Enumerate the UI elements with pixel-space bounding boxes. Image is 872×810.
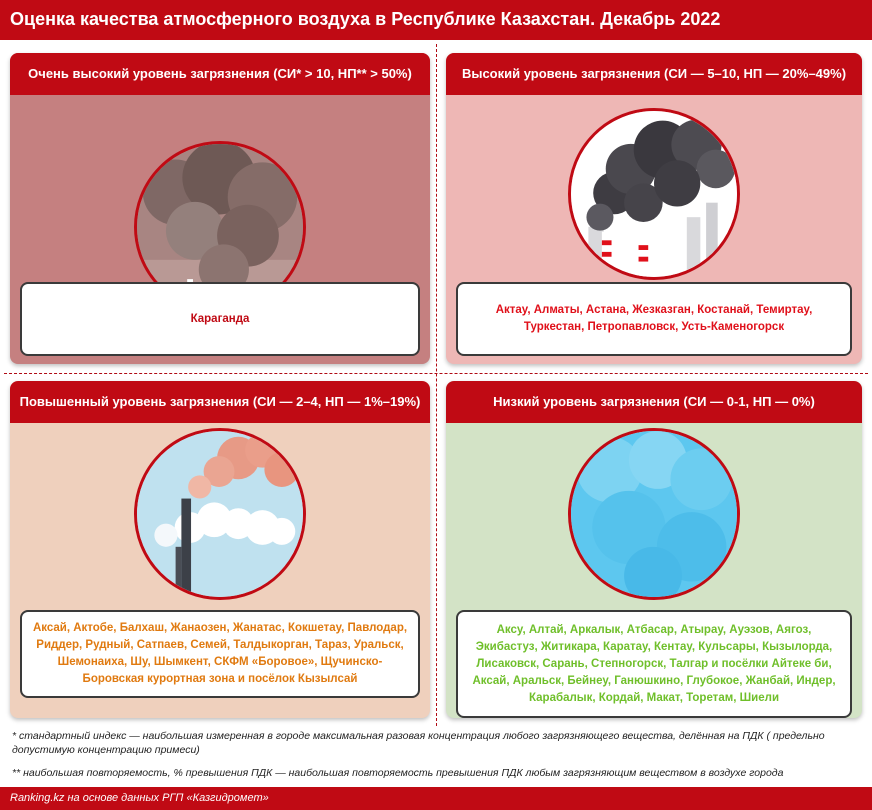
footnote-si: * стандартный индекс — наибольшая измеренная в городе максимальная разовая концентрация любого загрязняющего вещества, делённая на ПДК ( предельно допустимую концентрацию примеси) xyxy=(12,730,825,756)
title-bar xyxy=(0,0,872,40)
card-title: Повышенный уровень загрязнения (СИ — 2–4, НП — 1%–19%) xyxy=(10,381,430,423)
city-list: Актау, Алматы, Астана, Жезказган, Костанай, Темиртау, Туркестан, Петропавловск, Усть-Каменогорск xyxy=(495,304,813,333)
city-list-box xyxy=(456,610,852,718)
city-list: Аксу, Алтай, Аркалык, Атбасар, Атырау, Ауэзов, Аягоз, Экибастуз, Житикара, Каратау, Кентау, Кульсары, Кызылорда, Лисаковск, Сарань, Степногорск, Талгар и посёлки Айтеке би, Аксай, Аральск, Бейнеу, Ганюшкино, Глубокое, Жанбай, Индер, Карабалык, Кордай, Макат, Торетам, Шиели xyxy=(472,623,836,704)
card-very-high xyxy=(10,53,430,364)
source-text: Ranking.kz на основе данных РГП «Казгидромет» xyxy=(10,792,269,804)
vertical-divider xyxy=(436,44,437,726)
card-high xyxy=(446,53,862,364)
card-elevated xyxy=(10,381,430,718)
city-list: Аксай, Актобе, Балхаш, Жанаозен, Жанатас, Кокшетау, Павлодар, Риддер, Рудный, Сатпаев, Семей, Талдыкорган, Тараз, Уральск, Шемонаиха, Шу, Шымкент, СКФМ «Боровое», Щучинско-Боровская курортная зона и посёлок Кызылсай xyxy=(32,622,408,685)
card-title: Очень высокий уровень загрязнения (СИ* > 10, НП** > 50%) xyxy=(10,53,430,95)
city-list-box xyxy=(20,610,420,698)
source-bar xyxy=(0,787,872,810)
footnote-np: ** наибольшая повторяемость, % превышения ПДК — наибольшая повторяемость превышения ПДК любым загрязняющим веществом в воздухе города xyxy=(12,767,784,779)
factory-smoke-icon xyxy=(568,108,740,280)
horizontal-divider xyxy=(4,373,868,374)
card-title: Низкий уровень загрязнения (СИ — 0-1, НП — 0%) xyxy=(446,381,862,423)
light-smoke-icon xyxy=(134,428,306,600)
city-list-box xyxy=(20,282,420,356)
clear-sky-icon xyxy=(568,428,740,600)
city-list: Караганда xyxy=(190,312,250,325)
card-low xyxy=(446,381,862,718)
city-list-box xyxy=(456,282,852,356)
card-title: Высокий уровень загрязнения (СИ — 5–10, НП — 20%–49%) xyxy=(446,53,862,95)
page-title: Оценка качества атмосферного воздуха в Республике Казахстан. Декабрь 2022 xyxy=(10,9,721,29)
